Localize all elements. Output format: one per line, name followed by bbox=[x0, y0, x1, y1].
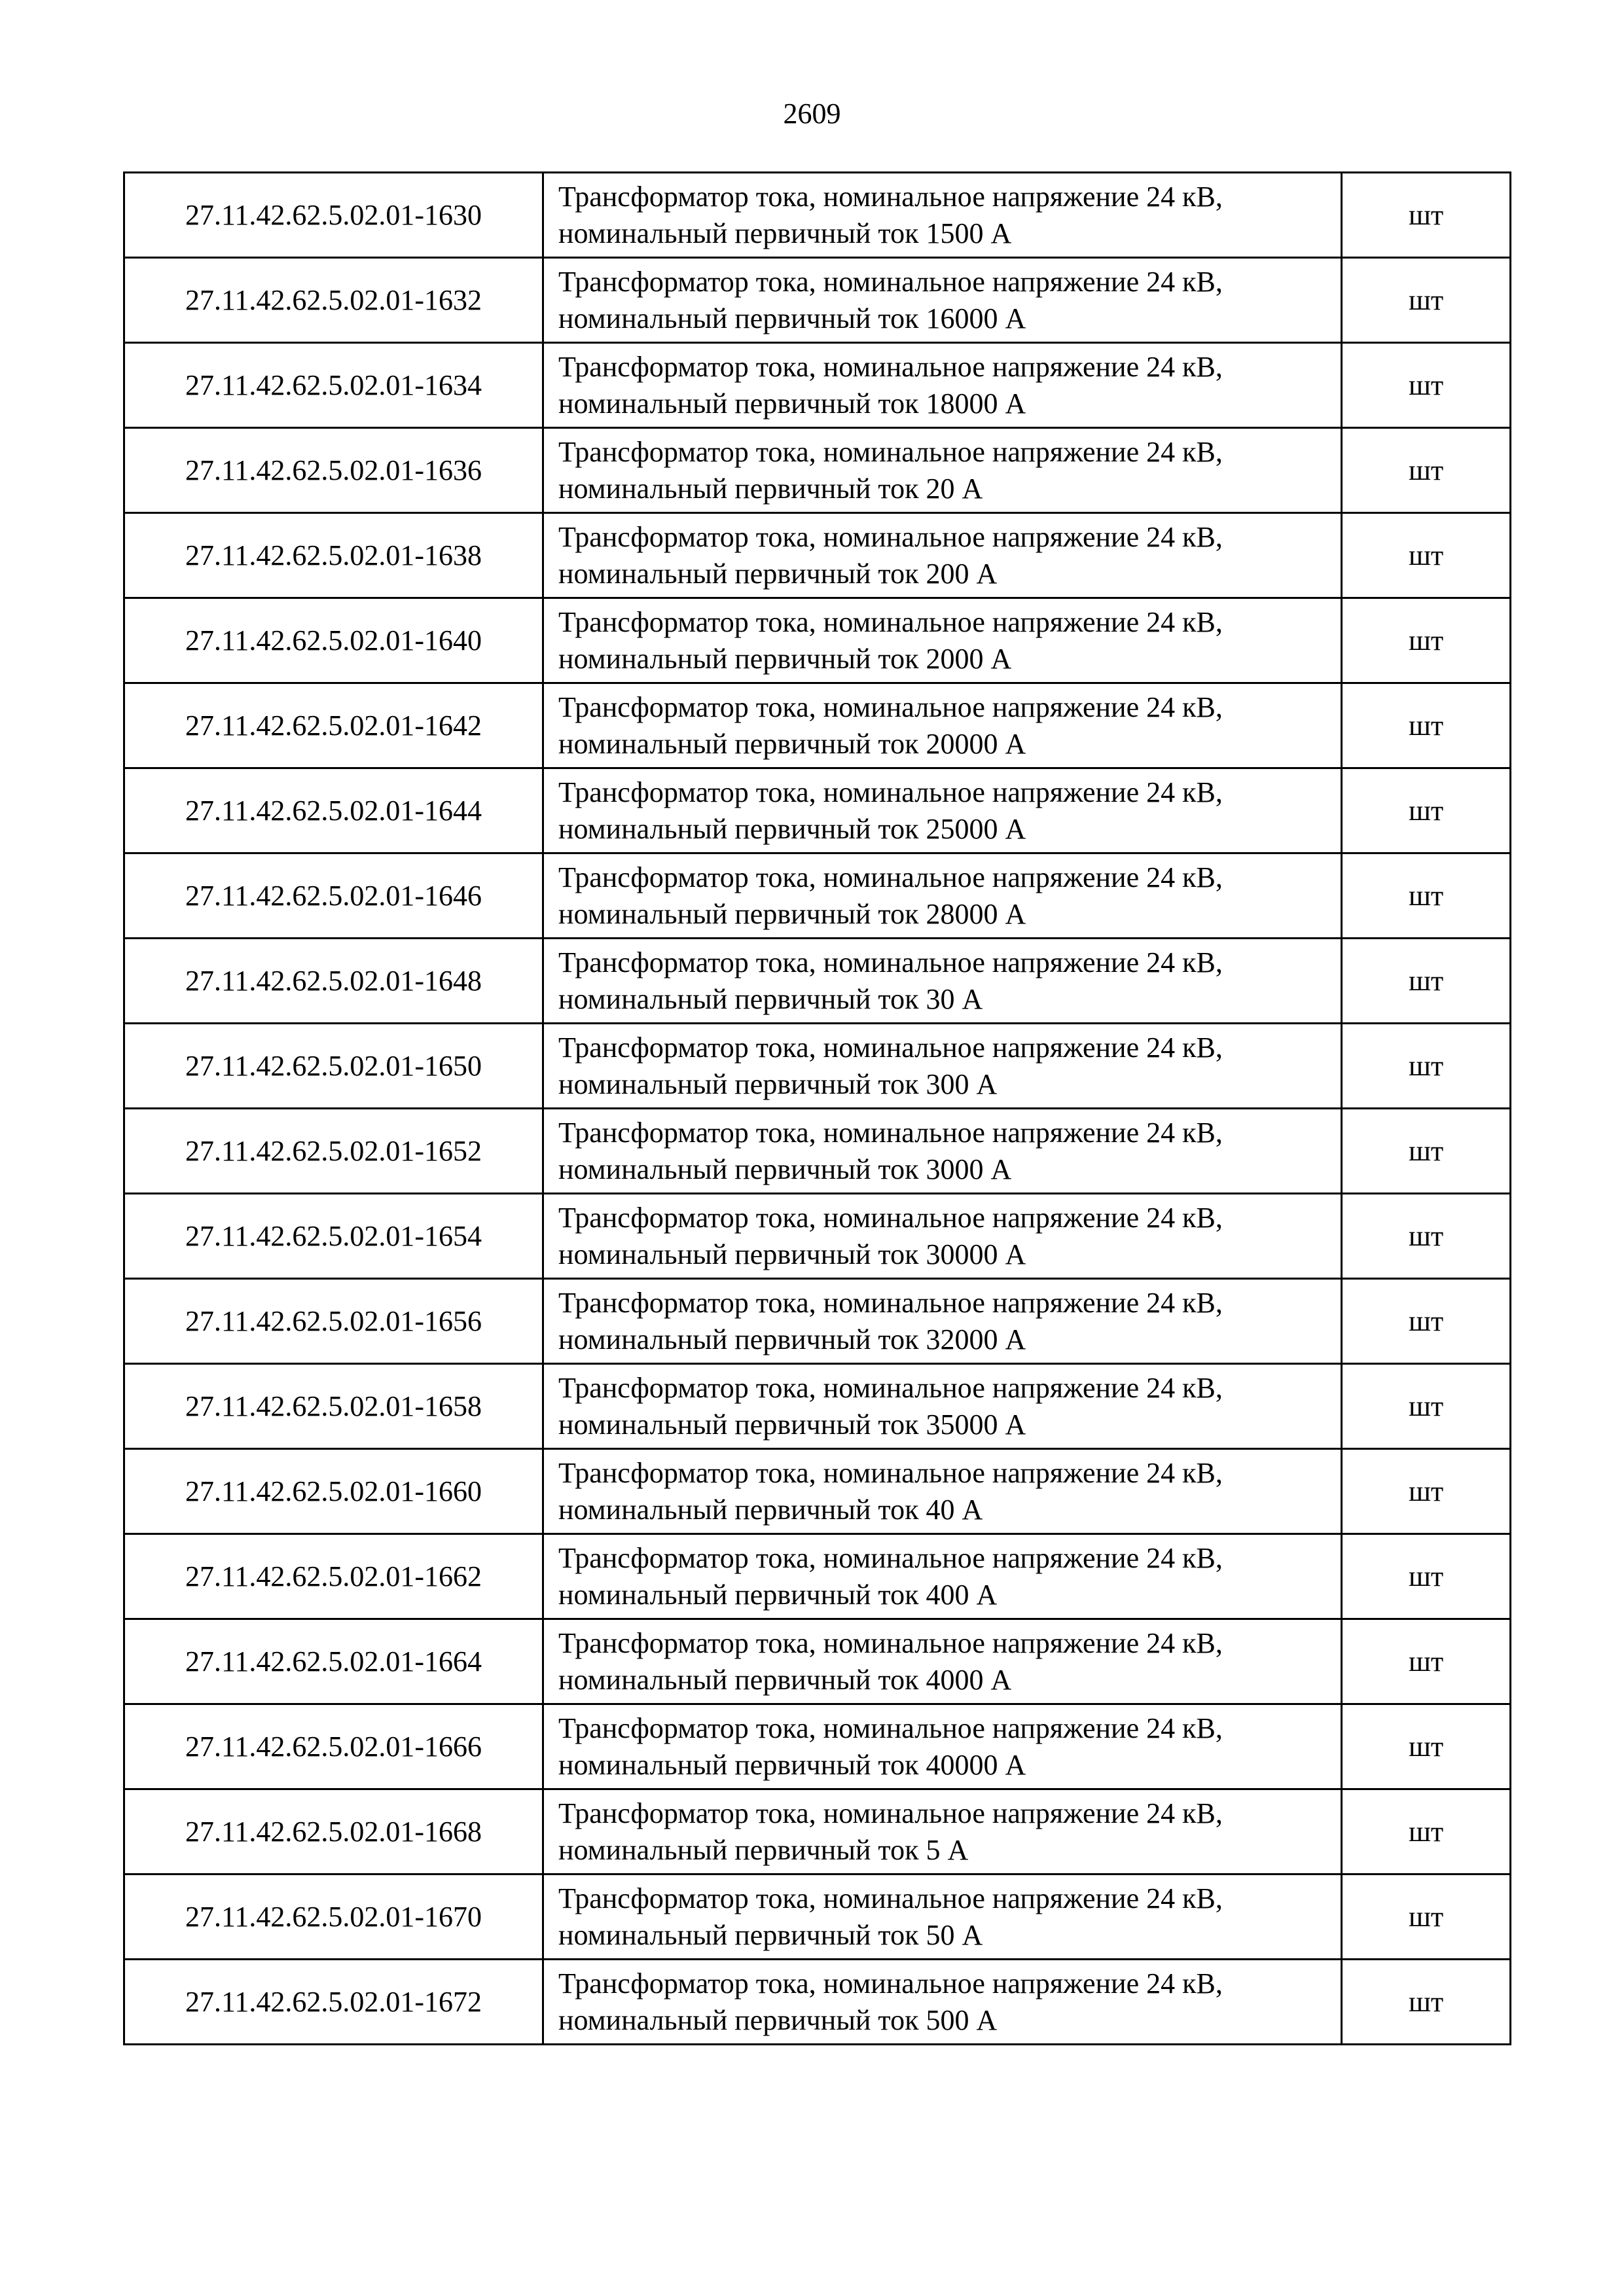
table-row bbox=[124, 343, 1511, 428]
resource-code-cell: 27.11.42.62.5.02.01-1652 bbox=[124, 1109, 543, 1194]
resource-name-cell: Трансформатор тока, номинальное напряжение 24 кВ, номинальный первичный ток 500 А bbox=[543, 1960, 1342, 2045]
resource-code-cell: 27.11.42.62.5.02.01-1644 bbox=[124, 768, 543, 853]
unit-cell: шт bbox=[1342, 173, 1511, 258]
table-row bbox=[124, 1364, 1511, 1449]
resource-name-cell: Трансформатор тока, номинальное напряжение 24 кВ, номинальный первичный ток 2000 А bbox=[543, 598, 1342, 683]
table-row bbox=[124, 853, 1511, 939]
resource-name-cell: Трансформатор тока, номинальное напряжение 24 кВ, номинальный первичный ток 35000 А bbox=[543, 1364, 1342, 1449]
resource-name-cell: Трансформатор тока, номинальное напряжение 24 кВ, номинальный первичный ток 50 А bbox=[543, 1874, 1342, 1960]
unit-cell: шт bbox=[1342, 939, 1511, 1024]
resource-code-cell: 27.11.42.62.5.02.01-1656 bbox=[124, 1279, 543, 1364]
table-row bbox=[124, 173, 1511, 258]
resource-table bbox=[123, 171, 1511, 2045]
resource-name-cell: Трансформатор тока, номинальное напряжение 24 кВ, номинальный первичный ток 1500 А bbox=[543, 173, 1342, 258]
resource-code-cell: 27.11.42.62.5.02.01-1638 bbox=[124, 513, 543, 598]
table-row bbox=[124, 1024, 1511, 1109]
resource-code-cell: 27.11.42.62.5.02.01-1664 bbox=[124, 1619, 543, 1704]
unit-cell: шт bbox=[1342, 258, 1511, 343]
unit-cell: шт bbox=[1342, 1109, 1511, 1194]
resource-name-cell: Трансформатор тока, номинальное напряжение 24 кВ, номинальный первичный ток 400 А bbox=[543, 1534, 1342, 1619]
table-row bbox=[124, 428, 1511, 513]
resource-code-cell: 27.11.42.62.5.02.01-1660 bbox=[124, 1449, 543, 1534]
unit-cell: шт bbox=[1342, 1024, 1511, 1109]
resource-code-cell: 27.11.42.62.5.02.01-1672 bbox=[124, 1960, 543, 2045]
resource-name-cell: Трансформатор тока, номинальное напряжение 24 кВ, номинальный первичный ток 4000 А bbox=[543, 1619, 1342, 1704]
resource-code-cell: 27.11.42.62.5.02.01-1654 bbox=[124, 1194, 543, 1279]
unit-cell: шт bbox=[1342, 1874, 1511, 1960]
table-row bbox=[124, 513, 1511, 598]
resource-code-cell: 27.11.42.62.5.02.01-1642 bbox=[124, 683, 543, 768]
resource-name-cell: Трансформатор тока, номинальное напряжение 24 кВ, номинальный первичный ток 20 А bbox=[543, 428, 1342, 513]
resource-name-cell: Трансформатор тока, номинальное напряжение 24 кВ, номинальный первичный ток 32000 А bbox=[543, 1279, 1342, 1364]
unit-cell: шт bbox=[1342, 1619, 1511, 1704]
resource-code-cell: 27.11.42.62.5.02.01-1646 bbox=[124, 853, 543, 939]
table-row bbox=[124, 1619, 1511, 1704]
resource-name-cell: Трансформатор тока, номинальное напряжение 24 кВ, номинальный первичный ток 200 А bbox=[543, 513, 1342, 598]
unit-cell: шт bbox=[1342, 853, 1511, 939]
resource-name-cell: Трансформатор тока, номинальное напряжение 24 кВ, номинальный первичный ток 5 А bbox=[543, 1789, 1342, 1874]
unit-cell: шт bbox=[1342, 1449, 1511, 1534]
table-row bbox=[124, 1109, 1511, 1194]
table-row bbox=[124, 939, 1511, 1024]
resource-name-cell: Трансформатор тока, номинальное напряжение 24 кВ, номинальный первичный ток 40000 А bbox=[543, 1704, 1342, 1789]
resource-name-cell: Трансформатор тока, номинальное напряжение 24 кВ, номинальный первичный ток 28000 А bbox=[543, 853, 1342, 939]
table-row bbox=[124, 258, 1511, 343]
table-row bbox=[124, 598, 1511, 683]
table-row bbox=[124, 1279, 1511, 1364]
resource-name-cell: Трансформатор тока, номинальное напряжение 24 кВ, номинальный первичный ток 25000 А bbox=[543, 768, 1342, 853]
table-row bbox=[124, 1534, 1511, 1619]
table-row bbox=[124, 1874, 1511, 1960]
resource-code-cell: 27.11.42.62.5.02.01-1668 bbox=[124, 1789, 543, 1874]
unit-cell: шт bbox=[1342, 598, 1511, 683]
resource-code-cell: 27.11.42.62.5.02.01-1658 bbox=[124, 1364, 543, 1449]
table-row bbox=[124, 1960, 1511, 2045]
table-row bbox=[124, 768, 1511, 853]
unit-cell: шт bbox=[1342, 683, 1511, 768]
resource-name-cell: Трансформатор тока, номинальное напряжение 24 кВ, номинальный первичный ток 300 А bbox=[543, 1024, 1342, 1109]
table-row bbox=[124, 1449, 1511, 1534]
unit-cell: шт bbox=[1342, 1279, 1511, 1364]
unit-cell: шт bbox=[1342, 1534, 1511, 1619]
resource-code-cell: 27.11.42.62.5.02.01-1662 bbox=[124, 1534, 543, 1619]
resource-code-cell: 27.11.42.62.5.02.01-1666 bbox=[124, 1704, 543, 1789]
unit-cell: шт bbox=[1342, 1704, 1511, 1789]
resource-name-cell: Трансформатор тока, номинальное напряжение 24 кВ, номинальный первичный ток 20000 А bbox=[543, 683, 1342, 768]
unit-cell: шт bbox=[1342, 428, 1511, 513]
resource-code-cell: 27.11.42.62.5.02.01-1634 bbox=[124, 343, 543, 428]
resource-name-cell: Трансформатор тока, номинальное напряжение 24 кВ, номинальный первичный ток 30000 А bbox=[543, 1194, 1342, 1279]
resource-code-cell: 27.11.42.62.5.02.01-1670 bbox=[124, 1874, 543, 1960]
resource-code-cell: 27.11.42.62.5.02.01-1640 bbox=[124, 598, 543, 683]
unit-cell: шт bbox=[1342, 1960, 1511, 2045]
resource-name-cell: Трансформатор тока, номинальное напряжение 24 кВ, номинальный первичный ток 3000 А bbox=[543, 1109, 1342, 1194]
table-body bbox=[124, 173, 1511, 2045]
unit-cell: шт bbox=[1342, 513, 1511, 598]
page-number: 2609 bbox=[783, 98, 841, 130]
resource-name-cell: Трансформатор тока, номинальное напряжение 24 кВ, номинальный первичный ток 18000 А bbox=[543, 343, 1342, 428]
resource-code-cell: 27.11.42.62.5.02.01-1632 bbox=[124, 258, 543, 343]
resource-name-cell: Трансформатор тока, номинальное напряжение 24 кВ, номинальный первичный ток 40 А bbox=[543, 1449, 1342, 1534]
table-row bbox=[124, 1194, 1511, 1279]
table-row bbox=[124, 683, 1511, 768]
resource-code-cell: 27.11.42.62.5.02.01-1648 bbox=[124, 939, 543, 1024]
unit-cell: шт bbox=[1342, 768, 1511, 853]
resource-name-cell: Трансформатор тока, номинальное напряжение 24 кВ, номинальный первичный ток 30 А bbox=[543, 939, 1342, 1024]
table-row bbox=[124, 1704, 1511, 1789]
unit-cell: шт bbox=[1342, 1789, 1511, 1874]
resource-code-cell: 27.11.42.62.5.02.01-1636 bbox=[124, 428, 543, 513]
unit-cell: шт bbox=[1342, 1364, 1511, 1449]
unit-cell: шт bbox=[1342, 1194, 1511, 1279]
table-row bbox=[124, 1789, 1511, 1874]
resource-name-cell: Трансформатор тока, номинальное напряжение 24 кВ, номинальный первичный ток 16000 А bbox=[543, 258, 1342, 343]
resource-code-cell: 27.11.42.62.5.02.01-1630 bbox=[124, 173, 543, 258]
unit-cell: шт bbox=[1342, 343, 1511, 428]
resource-code-cell: 27.11.42.62.5.02.01-1650 bbox=[124, 1024, 543, 1109]
